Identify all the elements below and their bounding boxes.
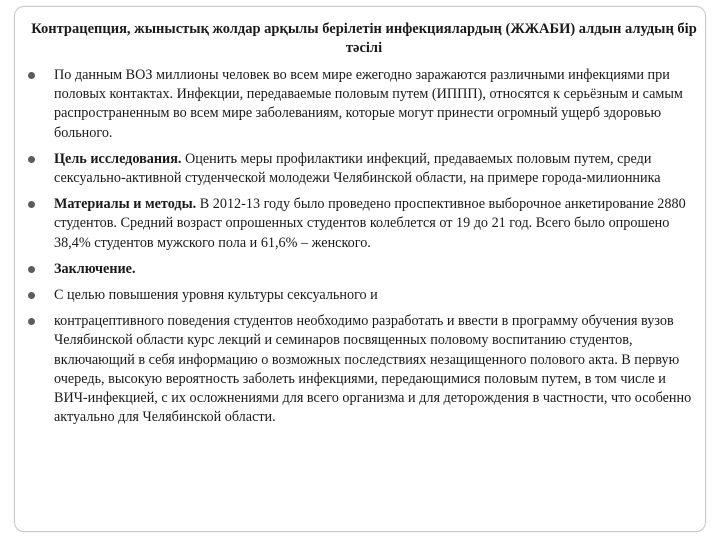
item-text: В 2012-13 году было проведено проспективное выборочное анкетирование 2880 студентов. Средний возраст опрошенных студентов колеблется от 19 до 21 год. Всего было опрошено 38,4% студентов мужского пола и 61,6% – женского.	[54, 196, 686, 251]
item-text: Оценить меры профилактики инфекций, предаваемых половым путем, среди сексуально-активной студенческой молодежи Челябинской области, на примере города-милионника	[54, 150, 661, 187]
bullet-list	[22, 66, 700, 434]
bullet-item-research-goal	[22, 150, 700, 188]
item-lead: Материалы и методы.	[54, 196, 197, 213]
bullet-icon	[28, 156, 35, 163]
bullet-icon	[28, 72, 35, 79]
bullet-item-who-data	[22, 66, 700, 143]
item-lead: Заключение.	[54, 260, 136, 277]
bullet-icon	[28, 318, 35, 325]
item-lead: Цель исследования.	[54, 150, 182, 167]
item-text: С целью повышения уровня культуры сексуального и	[54, 287, 378, 304]
bullet-icon	[28, 201, 35, 208]
bullet-item-conclusion	[22, 260, 700, 279]
bullet-item-culture	[22, 286, 700, 305]
bullet-icon	[28, 292, 35, 299]
item-text: По данным ВОЗ миллионы человек во всем мире ежегодно заражаются различными инфекциями при половых контактах. Инфекции, передаваемые половым путем (ИППП), относятся к серьёзным и самым распространенным во всем мире заболеваниям, которые могут принести огромный ущерб здоровью больного.	[54, 67, 683, 141]
bullet-item-recommendation	[22, 312, 700, 427]
bullet-icon	[28, 266, 35, 273]
bullet-item-materials-methods	[22, 195, 700, 253]
item-text: контрацептивного поведения студентов необходимо разработать и ввести в программу обучения вузов Челябинской области курс лекций и семинаров посвященных половому воспитанию студентов, включающий в себя информацию о возможных последствиях незащищенного полового акта. В первую очередь, высокую вероятность заболеть инфекциями, передающимися половым путем, в том числе и ВИЧ-инфекцией, с их осложнениями для всего организма и для деторождения в частности, что особенно актуально для Челябинской области.	[54, 313, 692, 426]
slide-title: Контрацепция, жыныстық жолдар арқылы берілетін инфекциялардың (ЖЖАБИ) алдын алудың бір тәсілі	[31, 21, 697, 56]
